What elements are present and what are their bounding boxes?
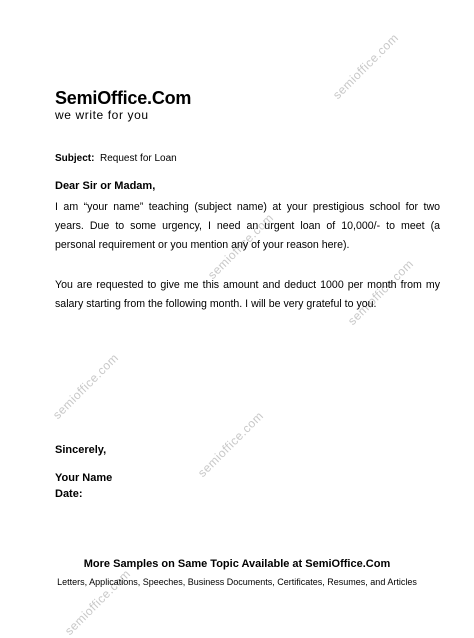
watermark: semioffice.com bbox=[330, 30, 402, 102]
signature-name: Your Name bbox=[55, 472, 113, 484]
subject-label: Subject: bbox=[55, 153, 95, 164]
subject-text: Request for Loan bbox=[100, 153, 177, 164]
subject-line bbox=[55, 153, 177, 164]
salutation: Dear Sir or Madam, bbox=[55, 180, 156, 192]
brand-name: SemiOffice.Com bbox=[55, 88, 192, 108]
watermark: semioffice.com bbox=[205, 210, 277, 282]
footer-title: More Samples on Same Topic Available at SemiOffice.Com bbox=[83, 558, 391, 570]
closing: Sincerely, bbox=[55, 444, 107, 456]
watermark: semioffice.com bbox=[345, 256, 417, 328]
body-paragraph: I am “your name” teaching (subject name) at your prestigious school for two years. Due to some urgency, I need an urgent loan of 10,000/- to meet (a personal requirement or you mention any of your reason here). bbox=[55, 201, 440, 251]
brand-tagline: we write for you bbox=[55, 108, 149, 122]
footer-subtitle: Letters, Applications, Speeches, Business Documents, Certificates, Resumes, and Articles bbox=[57, 577, 417, 587]
date-label: Date: bbox=[55, 488, 83, 500]
watermark: semioffice.com bbox=[195, 408, 267, 480]
watermark: semioffice.com bbox=[62, 566, 134, 638]
watermark: semioffice.com bbox=[50, 350, 122, 422]
body-paragraph: You are requested to give me this amount and deduct 1000 per month from my salary starting from the following month. I will be very grateful to you. bbox=[55, 279, 440, 310]
